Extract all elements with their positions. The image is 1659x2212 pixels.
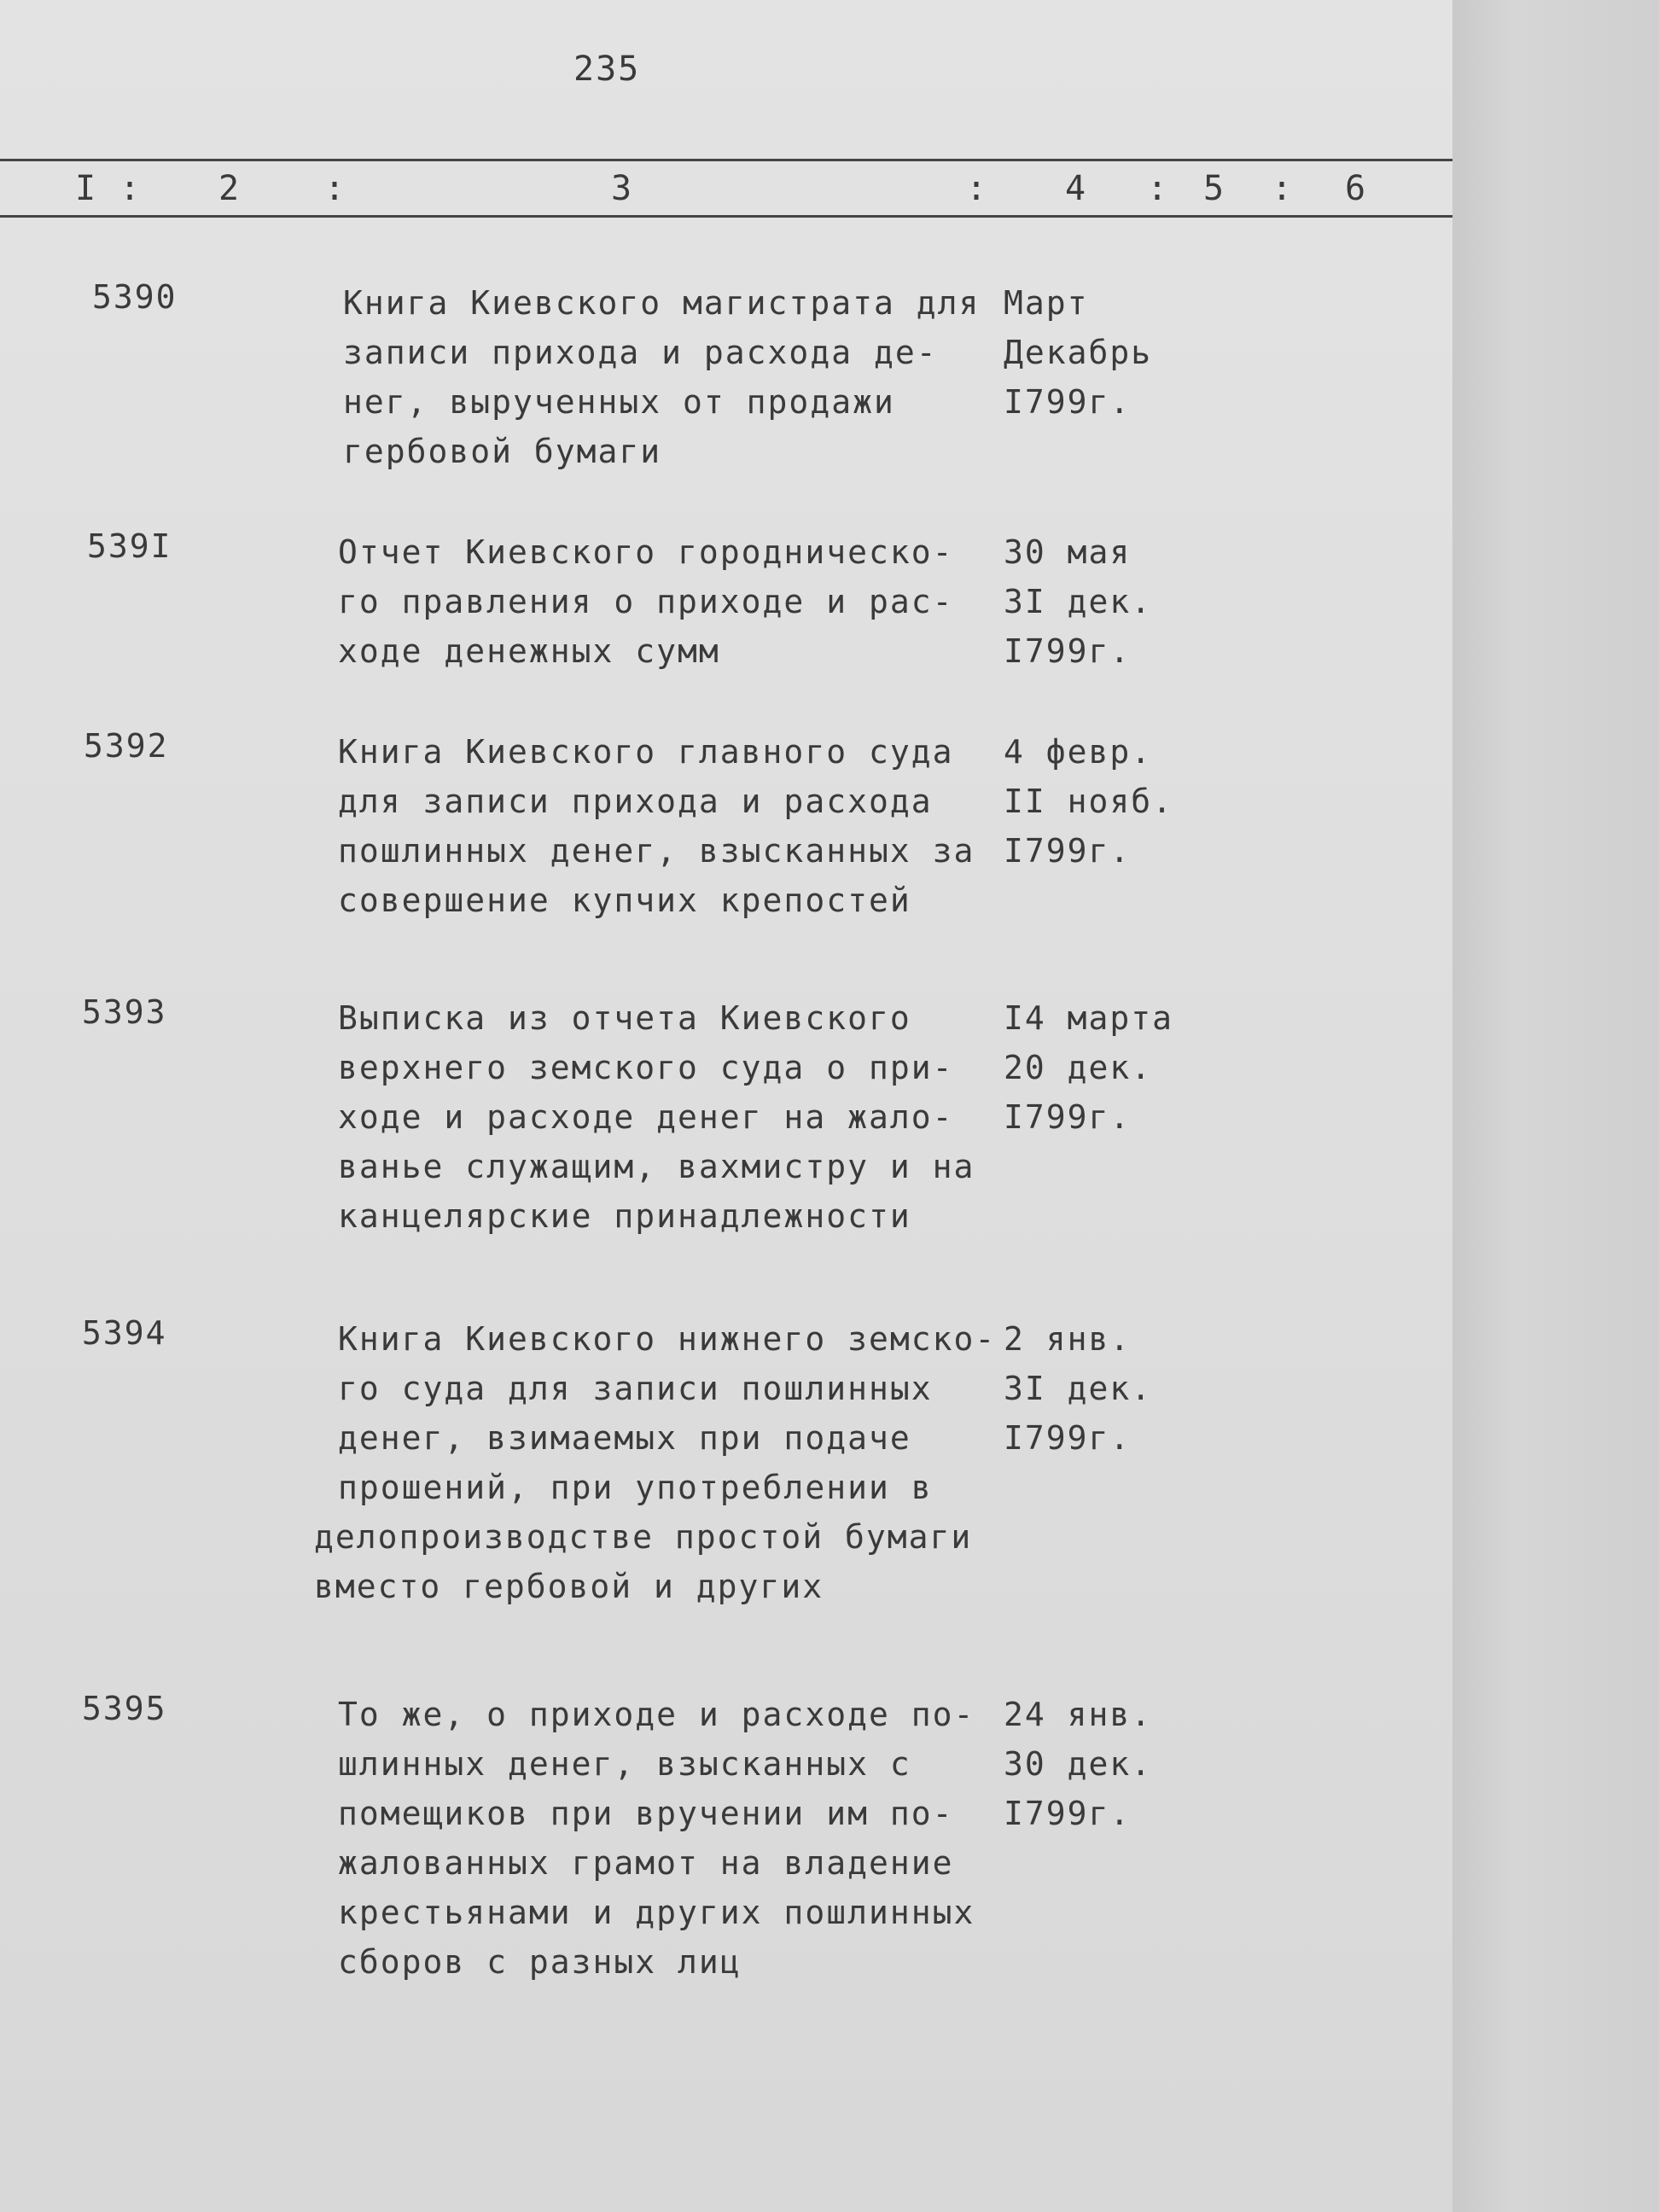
record-description-line: шлинных денег, взысканных с [338,1745,911,1783]
column-separator: : [324,169,347,208]
record-date-line: 30 мая [1004,533,1132,571]
column-header-2: 2 [218,169,242,208]
record-date-line: I799г. [1004,632,1132,670]
underlying-sheet-edge [1452,0,1659,2212]
page-number: 235 [573,49,641,89]
record-number: 5395 [82,1690,167,1727]
record-description-line: делопроизводстве простой бумаги [314,1518,973,1556]
record-description-line: вместо гербовой и других [314,1568,824,1605]
header-rule-bottom [0,215,1452,218]
record-description-line: ванье служащим, вахмистру и на [338,1148,975,1185]
record-date-line: 30 дек. [1004,1745,1153,1783]
record-description-line: нег, вырученных от продажи [343,383,895,421]
column-header-1: I [75,169,98,208]
record-date-line: II нояб. [1004,783,1174,820]
record-description-line: Книга Киевского главного суда [338,733,954,771]
record-description-line: канцелярские принадлежности [338,1197,911,1235]
record-number: 5393 [82,993,167,1031]
record-date-line: I799г. [1004,1795,1132,1832]
column-header-4: 4 [1065,169,1088,208]
column-separator: : [1272,169,1295,208]
record-date-line: I799г. [1004,383,1132,421]
record-description-line: Выписка из отчета Киевского [338,999,911,1037]
record-date-line: 4 февр. [1004,733,1153,771]
record-description-line: записи прихода и расхода де- [343,334,938,371]
record-date-line: 20 дек. [1004,1049,1153,1086]
record-number: 5394 [82,1314,167,1352]
record-date-line: I799г. [1004,1419,1132,1457]
record-date-line: 2 янв. [1004,1320,1132,1358]
record-description-line: Книга Киевского магистрата для [343,284,981,322]
record-date-line: Март [1004,284,1089,322]
record-description-line: Отчет Киевского городническо- [338,533,954,571]
record-description-line: гербовой бумаги [343,433,662,470]
record-date-line: 3I дек. [1004,1370,1153,1407]
column-separator: : [966,169,989,208]
record-number: 539I [87,527,172,565]
column-header-6: 6 [1345,169,1368,208]
record-date-line: I799г. [1004,832,1132,870]
record-description-line: для записи прихода и расхода [338,783,933,820]
record-description-line: крестьянами и других пошлинных [338,1894,975,1931]
record-description-line: То же, о приходе и расходе по- [338,1696,975,1733]
column-header-5: 5 [1203,169,1226,208]
record-number: 5392 [84,727,169,765]
record-description-line: го правления о приходе и рас- [338,583,954,620]
record-description-line: помещиков при вручении им по- [338,1795,954,1832]
record-description-line: ходе денежных сумм [338,632,720,670]
record-description-line: совершение купчих крепостей [338,882,911,919]
column-header-3: 3 [611,169,634,208]
record-description-line: Книга Киевского нижнего земско- [338,1320,997,1358]
record-description-line: ходе и расходе денег на жало- [338,1098,954,1136]
record-description-line: го суда для записи пошлинных [338,1370,933,1407]
record-description-line: жалованных грамот на владение [338,1844,954,1882]
record-description-line: прошений, при употреблении в [338,1469,933,1506]
record-date-line: Декабрь [1004,334,1153,371]
record-description-line: пошлинных денег, взысканных за [338,832,975,870]
record-number: 5390 [92,278,178,316]
record-description-line: денег, взимаемых при подаче [338,1419,911,1457]
record-date-line: I799г. [1004,1098,1132,1136]
record-description-line: верхнего земского суда о при- [338,1049,954,1086]
record-date-line: I4 марта [1004,999,1174,1037]
record-description-line: сборов с разных лиц [338,1943,742,1981]
record-date-line: 24 янв. [1004,1696,1153,1733]
header-rule-top [0,159,1452,161]
record-date-line: 3I дек. [1004,583,1153,620]
column-separator: : [119,169,143,208]
column-separator: : [1147,169,1170,208]
